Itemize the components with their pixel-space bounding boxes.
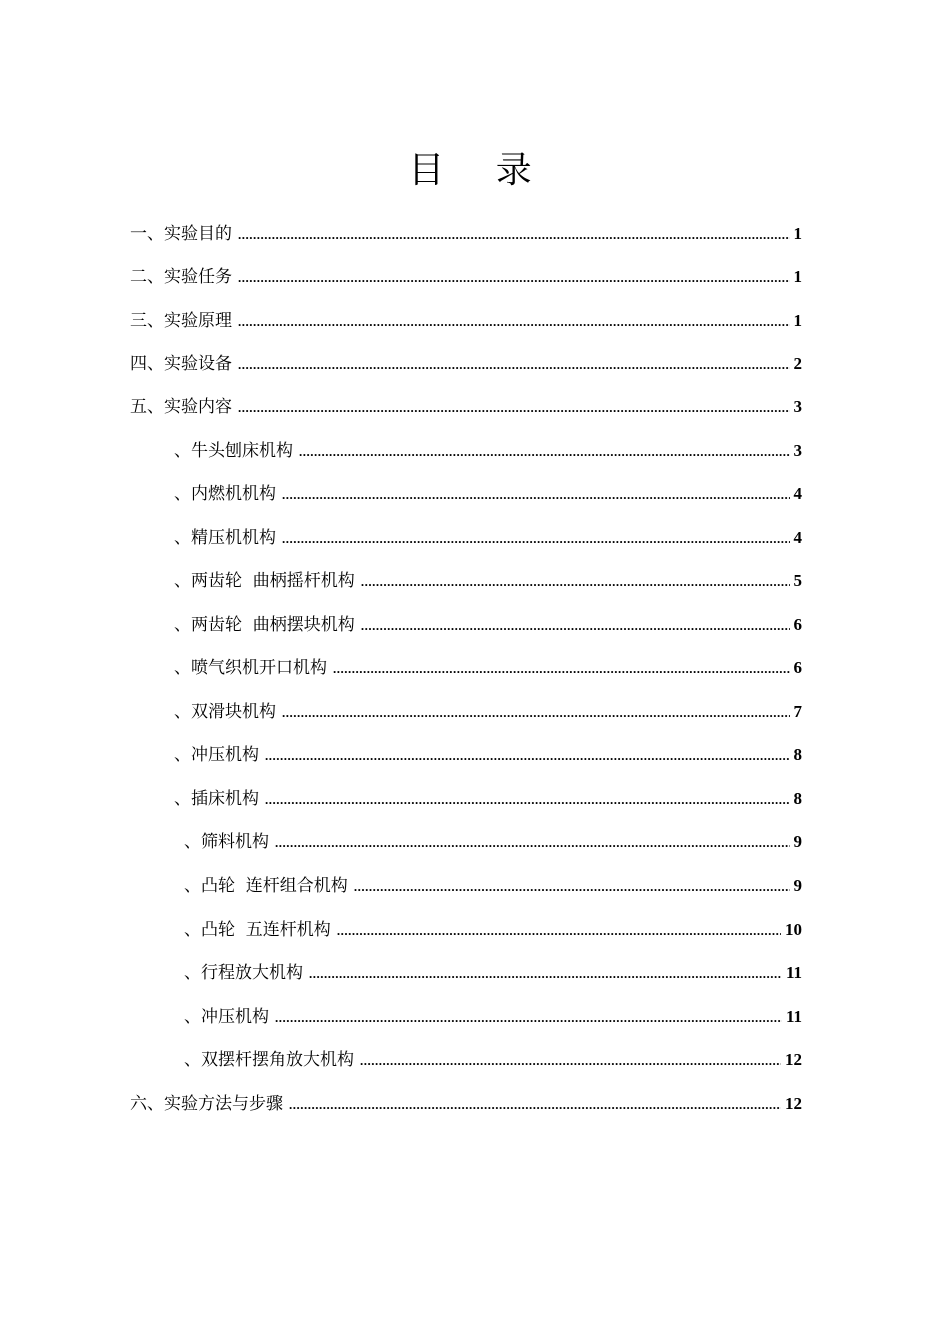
toc-entry-label: 三、实验原理: [130, 311, 232, 331]
toc-entry[interactable]: [184, 1004, 802, 1030]
toc-entry[interactable]: [174, 742, 802, 768]
toc-entry[interactable]: [174, 786, 802, 812]
dot-leader: [265, 787, 790, 813]
toc-entry[interactable]: [174, 481, 802, 507]
toc-entry[interactable]: [174, 568, 802, 594]
dot-leader: [238, 352, 790, 378]
toc-entry-page: 12: [785, 1094, 802, 1113]
toc-entry-label: 五、实验内容: [130, 397, 232, 417]
toc-entry-label: 、筛料机构: [184, 832, 269, 852]
toc-entry-page: 9: [793, 832, 802, 851]
toc-entry-page: 5: [793, 571, 802, 590]
toc-entry-label: 、冲压机构: [184, 1007, 269, 1027]
toc-entry-label: 、凸轮 连杆组合机构: [184, 876, 348, 896]
dot-leader: [282, 482, 790, 508]
dot-leader: [282, 526, 790, 552]
dot-leader: [238, 395, 790, 421]
toc-entry-page: 2: [793, 354, 802, 373]
toc-entry-label: 、牛头刨床机构: [174, 441, 293, 461]
dot-leader: [265, 743, 790, 769]
dot-leader: [238, 309, 790, 335]
toc-entry[interactable]: [184, 873, 802, 899]
toc-entry-page: 1: [793, 311, 802, 330]
toc-entry-page: 12: [785, 1050, 802, 1069]
toc-entry[interactable]: [174, 438, 802, 464]
toc-entry-label: 、两齿轮 曲柄摇杆机构: [174, 571, 355, 591]
toc-entry[interactable]: [184, 917, 802, 943]
dot-leader: [238, 265, 790, 291]
toc-entry-page: 6: [793, 615, 802, 634]
toc-entry-label: 、冲压机构: [174, 745, 259, 765]
toc-entry-label: 、内燃机机构: [174, 484, 276, 504]
toc-entry[interactable]: [184, 829, 802, 855]
dot-leader: [275, 1005, 782, 1031]
toc-entry-label: 、喷气织机开口机构: [174, 658, 327, 678]
toc-entry[interactable]: [130, 394, 802, 420]
toc-entry-label: 、插床机构: [174, 789, 259, 809]
toc-entry-page: 7: [793, 702, 802, 721]
dot-leader: [275, 830, 790, 856]
dot-leader: [238, 222, 790, 248]
toc-entry-label: 、精压机机构: [174, 528, 276, 548]
dot-leader: [299, 439, 790, 465]
toc-entry-page: 1: [793, 267, 802, 286]
toc-entry[interactable]: [174, 655, 802, 681]
toc-entry-page: 4: [793, 484, 802, 503]
toc-entry-page: 3: [793, 397, 802, 416]
toc-entry-label: 四、实验设备: [130, 354, 232, 374]
toc-entry[interactable]: [130, 264, 802, 290]
dot-leader: [360, 1048, 781, 1074]
dot-leader: [361, 613, 790, 639]
dot-leader: [309, 961, 782, 987]
toc-entry-page: 6: [793, 658, 802, 677]
toc-entry[interactable]: [130, 221, 802, 247]
page-title: 目 录: [408, 150, 552, 191]
dot-leader: [282, 700, 790, 726]
toc-entry-page: 10: [785, 920, 802, 939]
dot-leader: [289, 1092, 781, 1118]
toc-entry-page: 11: [785, 1007, 802, 1026]
toc-entry-page: 1: [793, 224, 802, 243]
toc-entry[interactable]: [184, 960, 802, 986]
toc-entry-page: 9: [793, 876, 802, 895]
toc-entry-page: 3: [793, 441, 802, 460]
toc-entry-page: 11: [785, 963, 802, 982]
toc-entry-label: 、双滑块机构: [174, 702, 276, 722]
toc-entry[interactable]: [174, 699, 802, 725]
toc-entry-label: 、凸轮 五连杆机构: [184, 920, 331, 940]
toc-entry[interactable]: [174, 612, 802, 638]
dot-leader: [333, 656, 790, 682]
toc-entry[interactable]: [130, 351, 802, 377]
toc-entry[interactable]: [130, 308, 802, 334]
dot-leader: [361, 569, 790, 595]
toc-entry[interactable]: [130, 1091, 802, 1117]
toc-entry-label: 一、实验目的: [130, 224, 232, 244]
toc-entry-page: 4: [793, 528, 802, 547]
toc-entry-label: 六、实验方法与步骤: [130, 1094, 283, 1114]
toc-entry[interactable]: [184, 1047, 802, 1073]
toc-entry-page: 8: [793, 745, 802, 764]
toc-entry[interactable]: [174, 525, 802, 551]
toc-entry-label: 、双摆杆摆角放大机构: [184, 1050, 354, 1070]
toc-entry-label: 、行程放大机构: [184, 963, 303, 983]
toc-entry-label: 、两齿轮 曲柄摆块机构: [174, 615, 355, 635]
dot-leader: [337, 918, 781, 944]
dot-leader: [354, 874, 790, 900]
toc-entry-page: 8: [793, 789, 802, 808]
toc-entry-label: 二、实验任务: [130, 267, 232, 287]
